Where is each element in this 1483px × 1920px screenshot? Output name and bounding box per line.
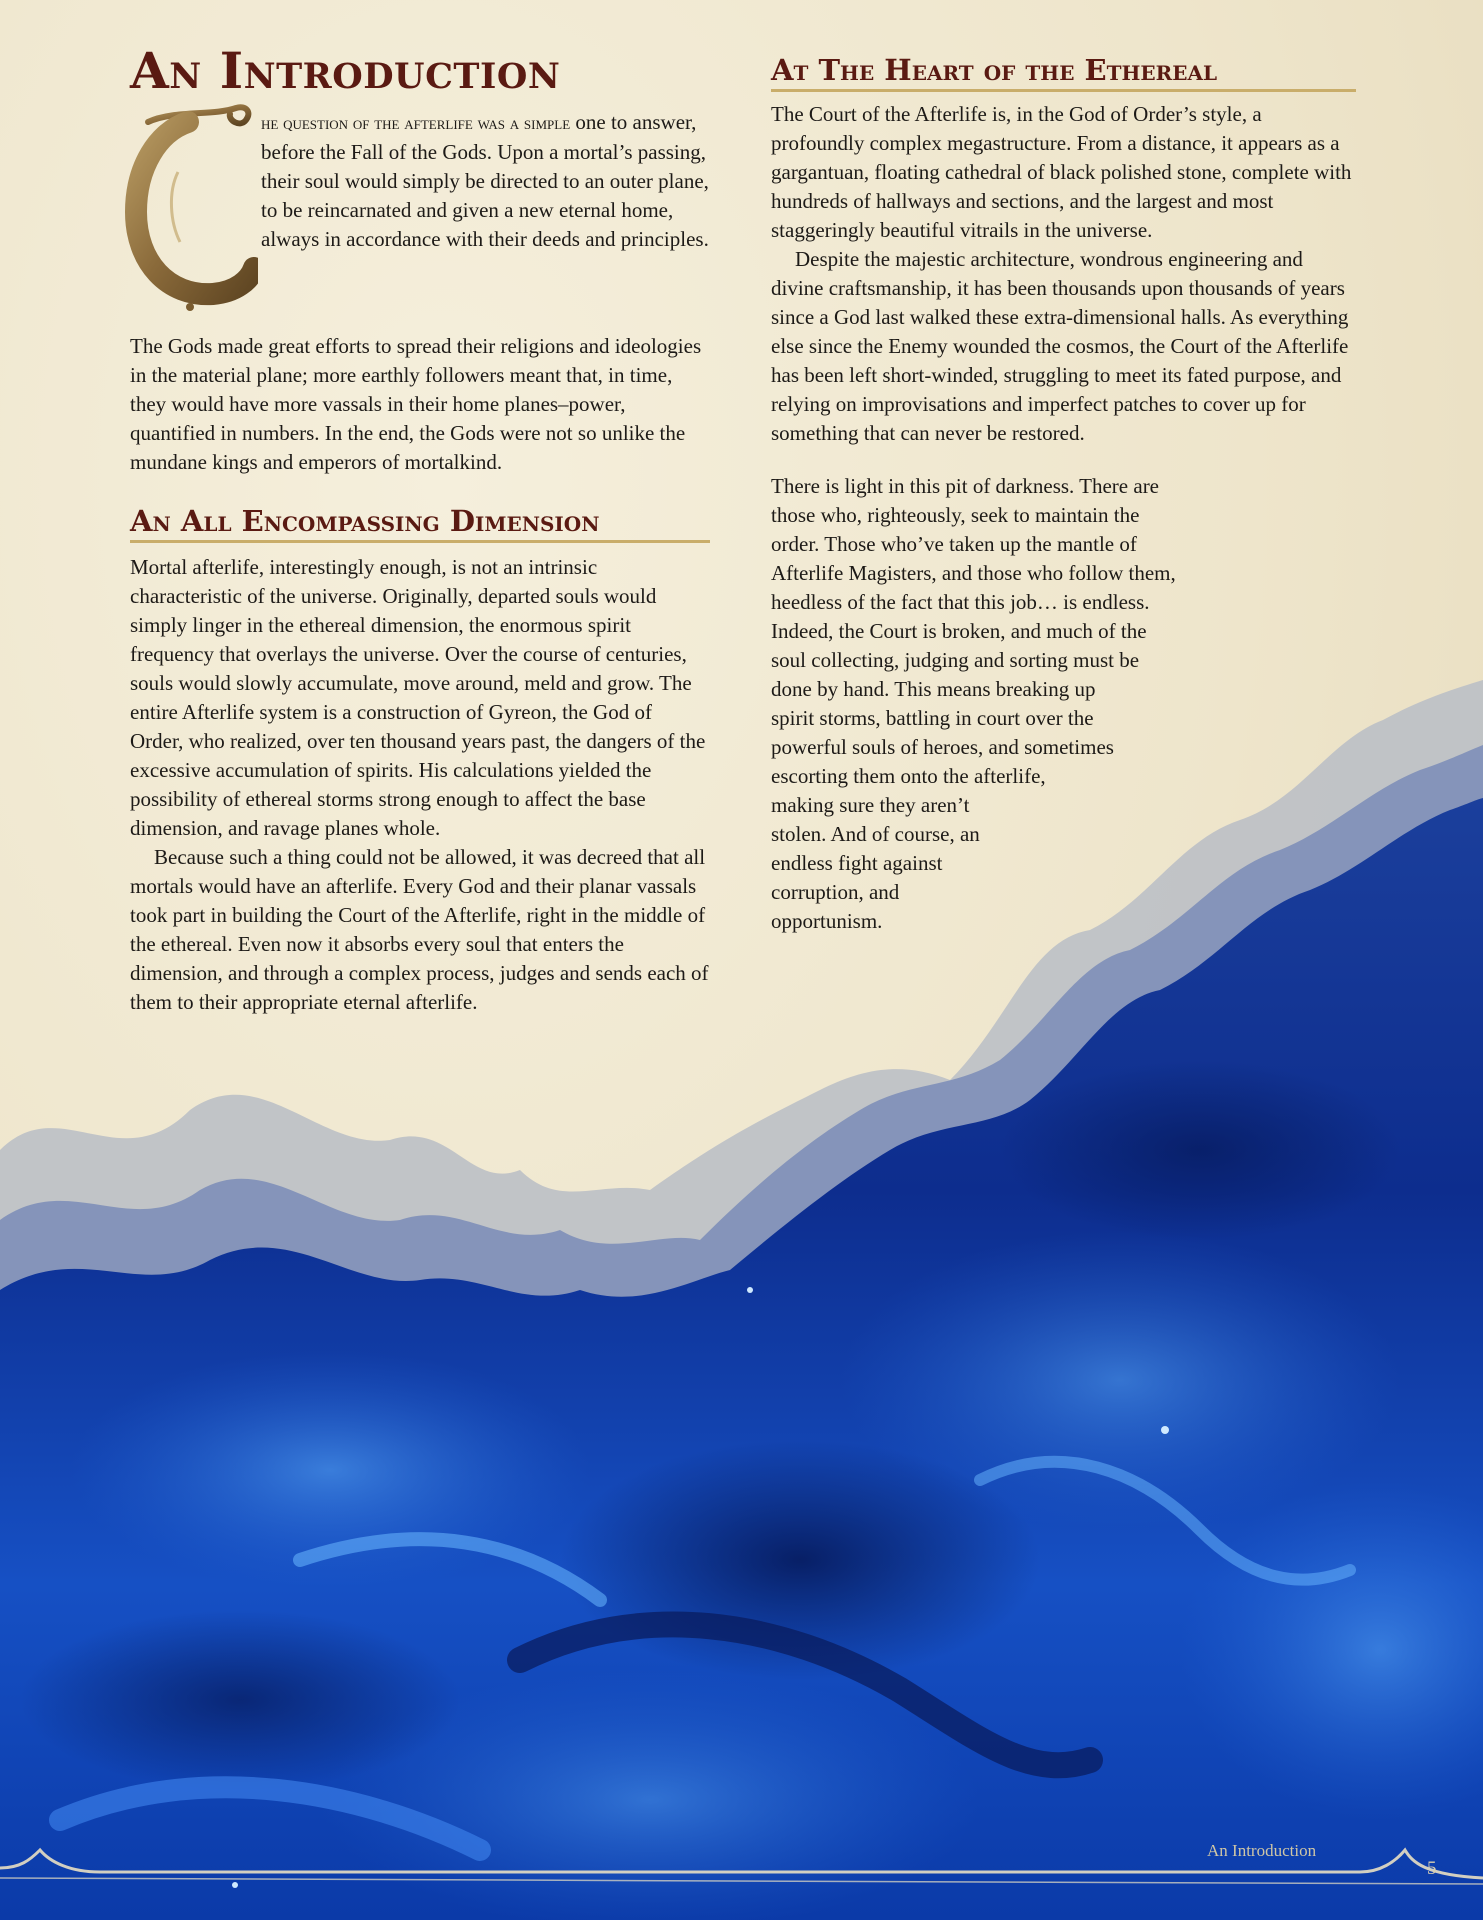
paragraph-megastructure: The Court of the Afterlife is, in the God of Order’s style, a profoundly complex megastructure. From a distance, it appears as a gargantuan, floating cathedral of black polished stone, complete with hundreds of hallways and sections, and the largest and most staggeringly beautiful vitrails in the universe. [771, 102, 1352, 242]
text-line: Afterlife Magisters, and those who follow them, [771, 561, 1176, 585]
dropcap-letter-icon [118, 102, 258, 312]
text-line: done by hand. This means breaking up [771, 677, 1096, 701]
page-title: An Introduction [130, 41, 561, 100]
text-line: endless fight against [771, 851, 943, 875]
text-line: There is light in this pit of darkness. There are [771, 474, 1160, 498]
section-heading-ethereal: At The Heart of the Ethereal [771, 52, 1356, 92]
paragraph-light [771, 472, 1356, 936]
section-heading-dimension: An All Encompassing Dimension [130, 503, 710, 543]
left-column [130, 40, 710, 1017]
paragraph-court-built: Because such a thing could not be allowed, it was decreed that all mortals would have an afterlife. Every God and their planar vassals took part in building the Court of the Afterlife, right in the middle of the ethereal. Even now it absorbs every soul that enters the dimension, and through a complex process, judges and sends each of them to their appropriate eternal afterlife. [130, 845, 709, 1014]
intro-text: one to answer, before the Fall of the Gods. Upon a mortal’s passing, their soul would simply be directed to an outer plane, to be reincarnated and given a new eternal home, always in accordance with their deeds and principles. [261, 110, 709, 251]
text-line: escorting them onto the afterlife, [771, 764, 1046, 788]
right-column [771, 52, 1356, 936]
text-line: those who, righteously, seek to maintain the [771, 503, 1140, 527]
text-line: spirit storms, battling in court over the [771, 706, 1094, 730]
text-line: Indeed, the Court is broken, and much of the [771, 619, 1147, 643]
text-line: soul collecting, judging and sorting must be [771, 648, 1140, 672]
text-line: powerful souls of heroes, and sometimes [771, 735, 1114, 759]
lead-small-caps: he question of the afterlife was a simple [261, 113, 571, 134]
paragraph-mortal-afterlife: Mortal afterlife, interestingly enough, is not an intrinsic characteristic of the universe. Originally, departed souls would simply linger in the ethereal dimension, the enormous spirit frequency that overlays the universe. Over the course of centuries, souls would slowly accumulate, move around, meld and grow. The entire Afterlife system is a construction of Gyreon, the God of Order, who realized, over ten thousand years past, the dangers of the excessive accumulation of spirits. His calculations yielded the possibility of ethereal storms strong enough to affect the base dimension, and ravage planes whole. [130, 555, 706, 840]
text-line: order. Those who’ve taken up the mantle of [771, 532, 1137, 556]
text-line: opportunism. [771, 909, 883, 933]
page-number: 5 [1427, 1858, 1437, 1879]
text-line: corruption, and [771, 880, 900, 904]
text-line: making sure they aren’t [771, 793, 970, 817]
footer-section-title: An Introduction [1207, 1841, 1317, 1860]
text-line: heedless of the fact that this job… is endless. [771, 590, 1150, 614]
paragraph-gods: The Gods made great efforts to spread their religions and ideologies in the material plane; more earthly followers meant that, in time, they would have more vassals in their home planes–power, quantified in numbers. In the end, the Gods were not so unlike the mundane kings and emperors of mortalkind. [130, 334, 702, 474]
text-line: stolen. And of course, an [771, 822, 980, 846]
paragraph-majestic: Despite the majestic architecture, wondrous engineering and divine craftsmanship, it has been thousands upon thousands of years since a God last walked these extra-dimensional halls. As everything else since the Enemy wounded the cosmos, the Court of the Afterlife has been left short-winded, struggling to meet its fated purpose, and relying on improvisations and imperfect patches to cover up for something that can never be restored. [771, 247, 1349, 445]
intro-paragraph [130, 108, 710, 308]
